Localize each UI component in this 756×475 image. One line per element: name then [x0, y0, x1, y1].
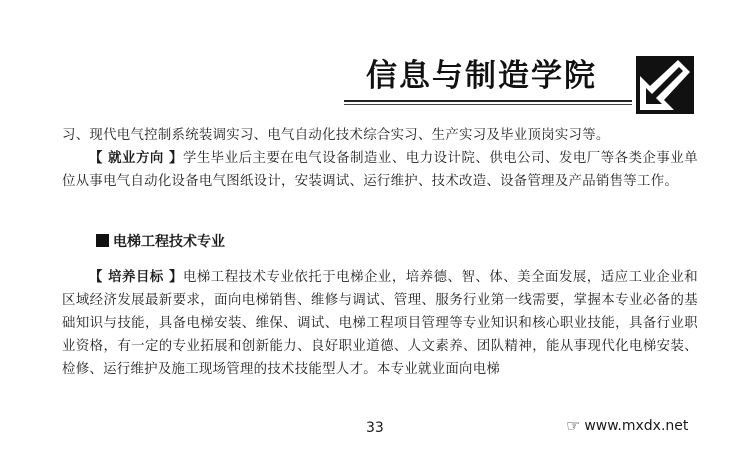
body-block-2 — [62, 266, 698, 381]
header-rule — [344, 100, 632, 102]
website-link[interactable] — [566, 416, 688, 436]
square-bullet-icon — [96, 234, 109, 247]
section-title: 电梯工程技术专业 — [113, 234, 225, 250]
paragraph-continuation: 习、现代电气控制系统装调实习、电气自动化技术综合实习、生产实习及毕业顶岗实习等。 — [62, 128, 610, 143]
header-rule-thin — [344, 104, 632, 105]
training-goal-label: 【 培养目标 】 — [89, 270, 183, 285]
section-heading — [96, 232, 225, 252]
employment-label: 【 就业方向 】 — [89, 151, 183, 166]
body-block-1 — [62, 124, 698, 193]
paragraph-training-goal — [62, 266, 698, 381]
website-url[interactable]: www.mxdx.net — [584, 418, 689, 434]
page-number: 33 — [366, 420, 384, 436]
arrow-down-left-icon — [636, 56, 694, 114]
pointing-hand-icon: ☞ — [566, 416, 581, 435]
paragraph-employment — [62, 147, 698, 193]
page-title: 信息与制造学院 — [366, 58, 597, 94]
employment-text: 学生毕业后主要在电气设备制造业、电力设计院、供电公司、发电厂等各类企事业单位从事电气自动化设备电气图纸设计，安装调试、运行维护、技术改造、设备管理及产品销售等工作。 — [62, 151, 698, 189]
training-goal-text: 电梯工程技术专业依托于电梯企业，培养德、智、体、美全面发展，适应工业企业和区域经济发展最新要求，面向电梯销售、维修与调试、管理、服务行业第一线需要，掌握本专业必备的基础知识与技能，具备电梯安装、维保、调试、电梯工程项目管理等专业知识和核心职业技能，具备行业职业资格，有一定的专业拓展和创新能力、良好职业道德、人文素养、团队精神，能从事现代化电梯安装、检修、运行维护及施工现场管理的技术技能型人才。本专业就业面向电梯 — [62, 270, 698, 377]
